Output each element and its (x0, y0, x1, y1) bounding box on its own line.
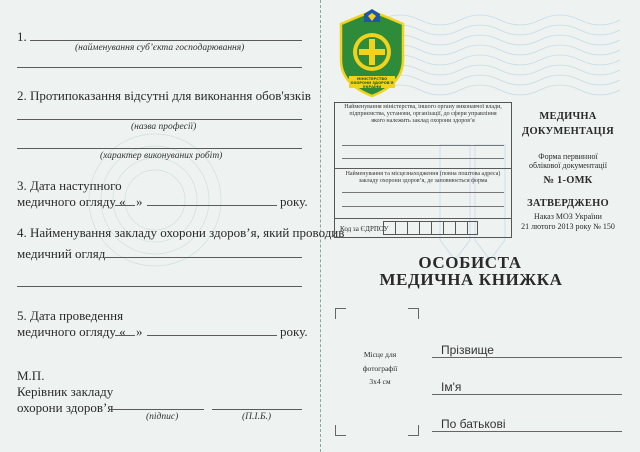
approved-label: ЗАТВЕРДЖЕНО (527, 198, 609, 209)
stamp-place: М.П. (17, 368, 45, 383)
name-field[interactable] (432, 394, 622, 395)
book-title-line2: МЕДИЧНА КНИЖКА (379, 270, 563, 289)
next-exam-day-line[interactable] (115, 205, 135, 206)
box-divider2 (334, 218, 512, 219)
item3-line1: 3. Дата наступного (17, 178, 122, 193)
head-name-caption: (П.І.Б.) (242, 412, 272, 422)
facility-box-caption: Найменування та місцезнаходження (повна поштова адреса) закладу охорони здоров’я, де заповнюється форма (345, 171, 501, 184)
edrpou-label: Код за ЄДРПОУ (340, 225, 389, 233)
institution-box-caption: Найменування міністерства, іншого органу виконавчої влади, підприємства, установи, організації, до сфери управління якого належить заклад охорони здоров’я (344, 104, 502, 124)
item2-text: 2. Протипоказання відсутні для виконання обов'язків (17, 88, 311, 103)
exam-month-line[interactable] (147, 335, 277, 336)
item3-line2-start: медичного огляду « (17, 194, 126, 209)
item1-entity-line2[interactable] (17, 67, 302, 68)
work-nature-line[interactable] (17, 148, 302, 149)
form-line1: Форма первинної (538, 152, 598, 161)
book-title-line1: ОСОБИСТА (418, 253, 522, 272)
facility-line2[interactable] (17, 286, 302, 287)
photo-corner-tr (408, 308, 419, 319)
item3-line2-mid: » (136, 194, 143, 209)
facility-address-line2[interactable] (342, 206, 504, 207)
item4-line1: 4. Найменування закладу охорони здоров’я, який проводив (17, 225, 345, 240)
item1-entity-line[interactable] (30, 40, 302, 41)
item5-line1: 5. Дата проведення (17, 308, 124, 323)
photo-text1: Місце для (363, 350, 397, 359)
signature-line[interactable] (112, 409, 204, 410)
next-exam-month-line[interactable] (147, 205, 277, 206)
photo-corner-bl (335, 425, 346, 436)
surname-field[interactable] (432, 357, 622, 358)
head-title-line1: Керівник закладу (17, 384, 114, 399)
form-number: № 1-ОМК (543, 175, 593, 186)
profession-caption: (назва професії) (131, 122, 197, 132)
item1-number: 1. (17, 29, 27, 44)
patronymic-field[interactable] (432, 431, 622, 432)
order-line2: 21 лютого 2013 року № 150 (521, 222, 615, 231)
surname-label: Прізвище (441, 343, 494, 357)
profession-line[interactable] (17, 119, 302, 120)
photo-corner-br (408, 425, 419, 436)
patronymic-label: По батькові (441, 417, 506, 431)
facility-line[interactable] (105, 257, 302, 258)
facility-address-line1[interactable] (342, 192, 504, 193)
emblem-text: МІНІСТЕРСТВО ОХОРОНИ ЗДОРОВ'Я УКРАЇНИ (350, 77, 394, 90)
institution-line1[interactable] (342, 145, 504, 146)
med-doc-line2: ДОКУМЕНТАЦІЯ (522, 126, 614, 137)
name-label: Ім'я (441, 380, 462, 394)
order-line1: Наказ МОЗ України (534, 212, 602, 221)
med-doc-line1: МЕДИЧНА (539, 111, 597, 122)
photo-text3: 3х4 см (369, 377, 391, 386)
item4-line2: медичний огляд (17, 246, 106, 261)
form-line2: облікової документації (528, 161, 607, 170)
exam-day-line[interactable] (115, 335, 135, 336)
work-nature-caption: (характер виконуваних робіт) (100, 151, 223, 161)
item1-caption: (найменування суб’єкта господарювання) (75, 43, 245, 53)
item5-line2-start: медичного огляду « (17, 324, 126, 339)
head-title-line2: охорони здоров’я (17, 400, 114, 415)
institution-line2[interactable] (342, 158, 504, 159)
head-name-line[interactable] (212, 409, 302, 410)
photo-corner-tl (335, 308, 346, 319)
item5-line2-end: року. (280, 324, 308, 339)
item3-line2-end: року. (280, 194, 308, 209)
signature-caption: (підпис) (146, 412, 179, 422)
box-divider (334, 168, 512, 169)
photo-text2: фотографії (362, 364, 398, 373)
item5-line2-mid: » (136, 324, 143, 339)
